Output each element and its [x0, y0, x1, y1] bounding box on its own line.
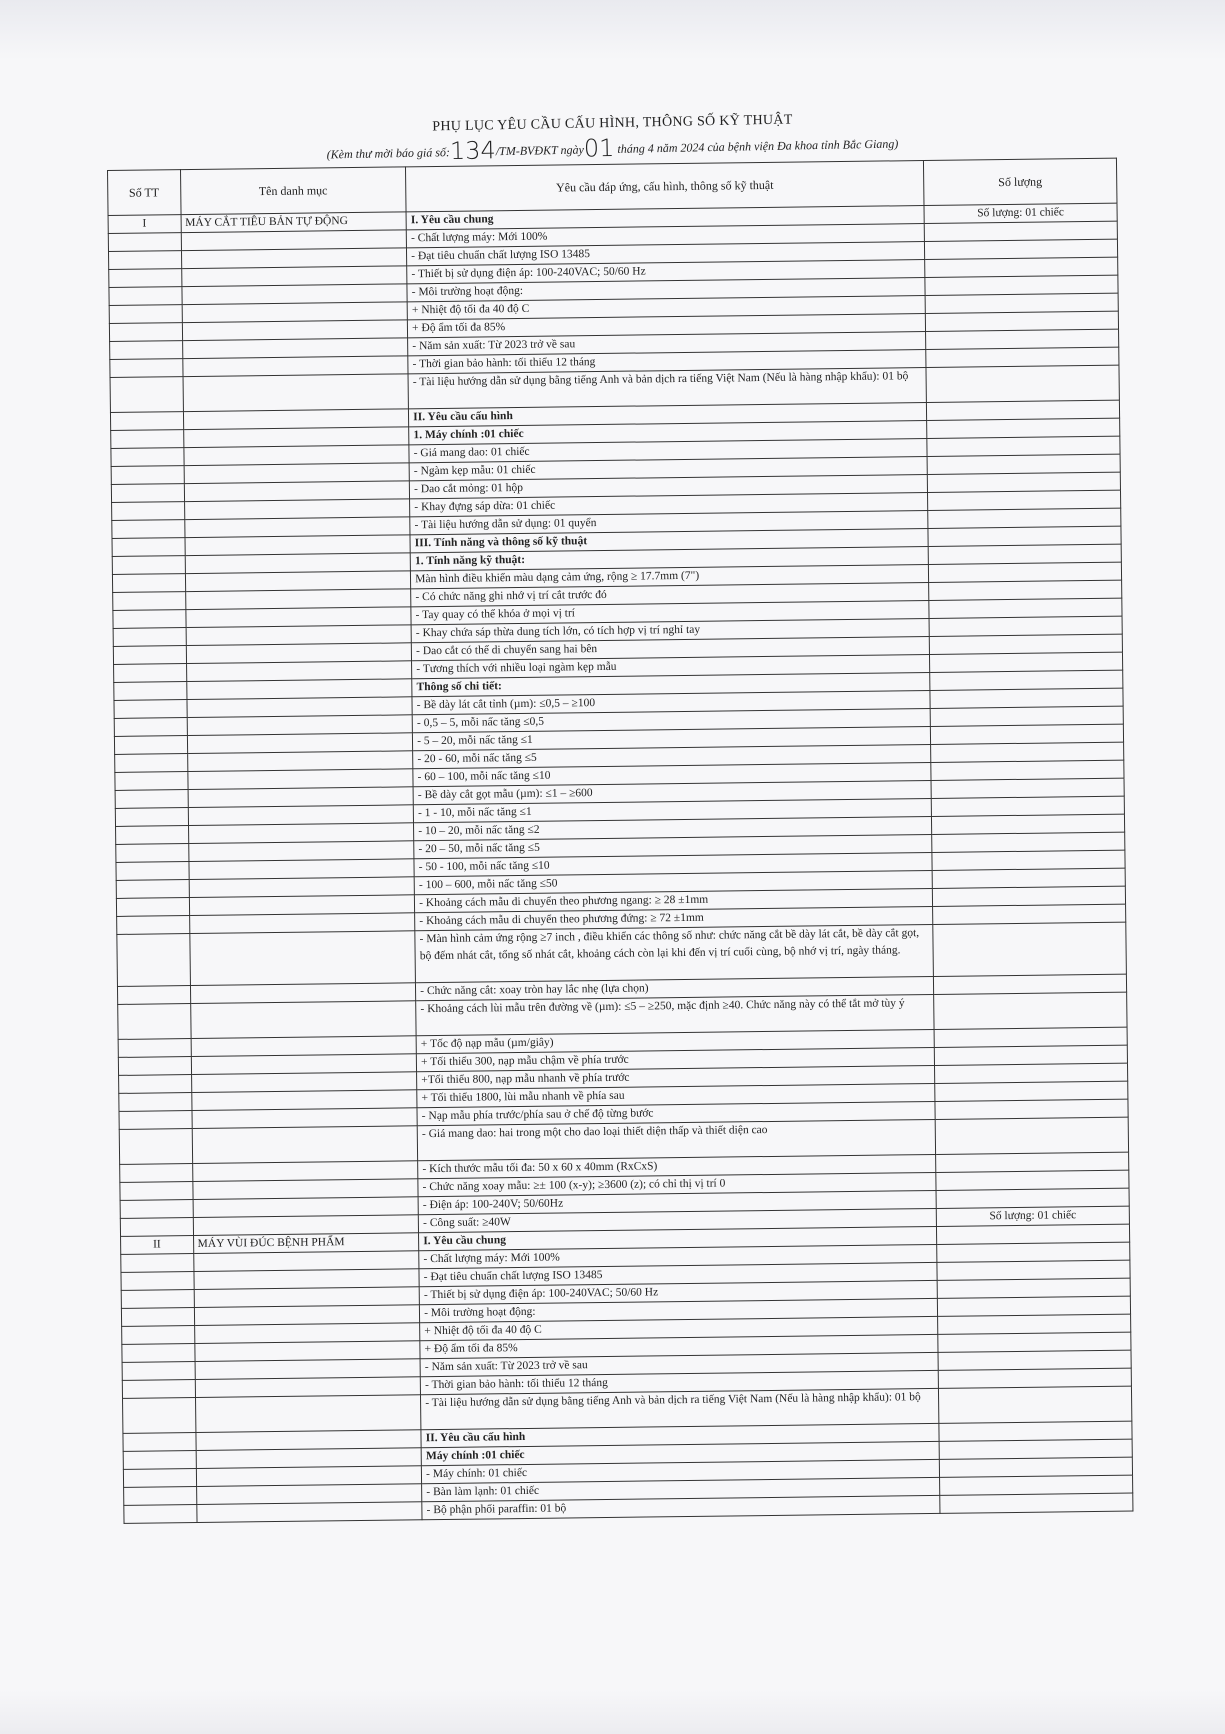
cell-qty	[925, 275, 1118, 295]
cell-no	[113, 592, 186, 611]
cell-req: - Công suất: ≥40W	[418, 1208, 936, 1232]
cell-qty	[932, 886, 1125, 906]
cell-qty	[939, 1457, 1132, 1477]
cell-no	[114, 664, 187, 683]
cell-req: - Năm sản xuất: Từ 2023 trở về sau	[420, 1352, 938, 1376]
cell-req: - 20 – 50, mỗi nấc tăng ≤5	[414, 834, 932, 858]
cell-qty	[931, 778, 1124, 798]
cell-qty	[930, 670, 1123, 690]
cell-qty	[927, 436, 1120, 456]
cell-no	[111, 430, 184, 449]
cell-qty	[926, 347, 1119, 367]
cell-no	[114, 700, 187, 719]
cell-req: - Chức năng xoay mẫu: ≥± 100 (x-y); ≥3600 (z); có chỉ thị vị trí 0	[418, 1172, 936, 1196]
cell-no	[114, 736, 187, 755]
subtitle-suffix: tháng 4 năm 2024 của bệnh viện Đa khoa tỉnh Bắc Giang)	[617, 136, 899, 156]
cell-req: II. Yêu cầu cấu hình	[409, 403, 927, 427]
cell-no	[115, 754, 188, 773]
cell-req: - Tay quay có thể khóa ở mọi vị trí	[411, 600, 929, 624]
cell-req: - Tài liệu hướng dẫn sử dụng bằng tiếng Anh và bản dịch ra tiếng Việt Nam (Nếu là hàng nhập khẩu): 01 bộ	[408, 368, 926, 409]
cell-req: - 60 – 100, mỗi nấc tăng ≤10	[413, 762, 931, 786]
cell-qty	[925, 311, 1118, 331]
cell-no	[116, 826, 189, 845]
cell-req: - Chất lượng máy: Mới 100%	[419, 1244, 937, 1268]
cell-no	[112, 538, 185, 557]
cell-no: I	[108, 215, 181, 234]
cell-qty	[938, 1314, 1131, 1334]
cell-req: - Tài liệu hướng dẫn sử dụng bằng tiếng Anh và bản dịch ra tiếng Việt Nam (Nếu là hàng nhập khẩu): 01 bộ	[421, 1388, 939, 1429]
cell-no	[109, 323, 182, 342]
cell-req: - Khay đựng sáp dừa: 01 chiếc	[410, 493, 928, 517]
cell-no	[109, 269, 182, 288]
cell-qty	[933, 922, 1127, 976]
cell-req: - Khoảng cách mẫu di chuyển theo phương ngang: ≥ 28 ±1mm	[415, 888, 933, 912]
cell-req: - Ngàm kẹp mẫu: 01 chiếc	[409, 457, 927, 481]
cell-req: - Chức năng cắt: xoay tròn hay lắc nhẹ (lựa chọn)	[416, 976, 934, 1000]
cell-req: 1. Tính năng kỹ thuật:	[410, 546, 928, 570]
cell-qty	[929, 616, 1122, 636]
cell-no	[110, 341, 183, 360]
cell-req: I. Yêu cầu chung	[406, 206, 924, 230]
cell-qty	[928, 526, 1121, 546]
cell-no	[118, 1057, 191, 1076]
cell-qty	[930, 688, 1123, 708]
cell-no	[120, 1182, 193, 1201]
cell-req: - 100 – 600, mỗi nấc tăng ≤50	[414, 870, 932, 894]
cell-no	[116, 898, 189, 917]
cell-qty	[935, 1099, 1128, 1119]
cell-req: + Nhiệt độ tối đa 40 độ C	[420, 1316, 938, 1340]
cell-no	[110, 412, 183, 431]
cell-qty	[927, 472, 1120, 492]
cell-qty	[930, 706, 1123, 726]
cell-req: Thông số chi tiết:	[412, 672, 930, 696]
cell-qty	[938, 1332, 1131, 1352]
cell-req: - Môi trường hoạt động:	[407, 278, 925, 302]
cell-no	[111, 466, 184, 485]
cell-no	[118, 1004, 191, 1040]
cell-no	[122, 1326, 195, 1345]
cell-qty	[939, 1421, 1132, 1441]
cell-req: - Dao cắt có thể di chuyển sang hai bên	[411, 636, 929, 660]
cell-qty	[939, 1475, 1132, 1495]
cell-req: Máy chính :01 chiếc	[421, 1441, 939, 1465]
cell-qty	[933, 974, 1126, 994]
cell-req: - Bàn làm lạnh: 01 chiếc	[422, 1477, 940, 1501]
cell-req: - Thiết bị sử dụng điện áp: 100-240VAC; 50/60 Hz	[407, 260, 925, 284]
cell-qty: Số lượng: 01 chiếc	[924, 203, 1117, 223]
cell-no	[117, 934, 190, 987]
cell-no	[115, 808, 188, 827]
cell-req: II. Yêu cầu cấu hình	[421, 1423, 939, 1447]
cell-qty	[926, 365, 1119, 402]
cell-qty	[932, 832, 1125, 852]
cell-qty	[924, 221, 1117, 241]
cell-req: - Đạt tiêu chuẩn chất lượng ISO 13485	[407, 242, 925, 266]
cell-no	[117, 986, 190, 1005]
cell-qty	[932, 850, 1125, 870]
cell-no	[114, 718, 187, 737]
cell-no	[112, 574, 185, 593]
cell-no	[113, 646, 186, 665]
cell-qty	[939, 1439, 1132, 1459]
cell-qty	[925, 293, 1118, 313]
cell-qty	[933, 904, 1126, 924]
cell-no	[119, 1075, 192, 1094]
cell-no	[116, 862, 189, 881]
cell-no	[111, 448, 184, 467]
col-header-no: Số TT	[108, 170, 181, 216]
cell-qty	[938, 1368, 1131, 1388]
cell-no	[109, 287, 182, 306]
cell-name: MÁY CẮT TIÊU BẢN TỰ ĐỘNG	[181, 212, 407, 233]
cell-qty	[927, 418, 1120, 438]
cell-req: - Điện áp: 100-240V; 50/60Hz	[418, 1190, 936, 1214]
cell-name	[190, 1001, 416, 1039]
cell-qty	[928, 508, 1121, 528]
cell-req: - Môi trường hoạt động:	[420, 1298, 938, 1322]
cell-qty	[934, 1045, 1127, 1065]
cell-name	[189, 931, 415, 986]
cell-qty	[938, 1386, 1131, 1423]
cell-req: - Khoảng cách mẫu di chuyển theo phương đứng: ≥ 72 ±1mm	[415, 906, 933, 930]
cell-req: - Giá mang dao: 01 chiếc	[409, 439, 927, 463]
cell-name	[195, 1395, 421, 1433]
cell-qty	[934, 1063, 1127, 1083]
cell-no	[120, 1218, 193, 1237]
cell-req: - Tương thích với nhiều loại ngàm kẹp mẫu	[412, 654, 930, 678]
cell-no	[123, 1469, 196, 1488]
cell-qty	[929, 580, 1122, 600]
cell-qty	[931, 796, 1124, 816]
cell-req: - Thời gian bảo hành: tối thiểu 12 tháng	[420, 1370, 938, 1394]
cell-req: - Dao cắt mỏng: 01 hộp	[410, 475, 928, 499]
cell-no	[116, 844, 189, 863]
cell-req: - Bề dày cắt gọt mẫu (µm): ≤1 – ≥600	[413, 780, 931, 804]
cell-req: + Tốc độ nạp mẫu (µm/giây)	[416, 1029, 934, 1053]
cell-no	[122, 1362, 195, 1381]
cell-no	[112, 502, 185, 521]
cell-qty	[936, 1152, 1129, 1172]
cell-qty	[936, 1170, 1129, 1190]
cell-qty	[940, 1493, 1133, 1513]
cell-no	[112, 520, 185, 539]
cell-no	[116, 880, 189, 899]
cell-qty	[937, 1278, 1130, 1298]
cell-no	[111, 484, 184, 503]
cell-req: - Khay chứa sáp thừa dung tích lớn, có tích hợp vị trí nghỉ tay	[411, 618, 929, 642]
cell-req: - Máy chính: 01 chiếc	[422, 1459, 940, 1483]
cell-req: - Năm sản xuất: Từ 2023 trở về sau	[408, 332, 926, 356]
cell-no	[115, 772, 188, 791]
cell-name: MÁY VÙI ĐÚC BỆNH PHẨM	[193, 1233, 419, 1254]
cell-no	[123, 1433, 196, 1452]
cell-req: + Nhiệt độ tối đa 40 độ C	[407, 296, 925, 320]
cell-no	[110, 359, 183, 378]
cell-req: - Bề dày lát cắt tỉnh (µm): ≤0,5 – ≥100	[412, 690, 930, 714]
cell-req: 1. Máy chính :01 chiếc	[409, 421, 927, 445]
cell-req: - 0,5 – 5, mỗi nấc tăng ≤0,5	[412, 708, 930, 732]
cell-no	[110, 377, 183, 413]
cell-qty	[935, 1117, 1128, 1154]
cell-req: III. Tính năng và thông số kỹ thuật	[410, 528, 928, 552]
cell-req: - 20 - 60, mỗi nấc tăng ≤5	[413, 744, 931, 768]
cell-req: - 50 - 100, mỗi nấc tăng ≤10	[414, 852, 932, 876]
cell-req: I. Yêu cầu chung	[419, 1226, 937, 1250]
spec-table	[107, 158, 1133, 1524]
cell-no	[108, 251, 181, 270]
table-body	[108, 203, 1133, 1523]
cell-qty	[935, 1081, 1128, 1101]
cell-qty	[936, 1224, 1129, 1244]
cell-name	[192, 1126, 418, 1164]
col-header-name: Tên danh mục	[180, 167, 406, 215]
cell-qty	[925, 257, 1118, 277]
cell-name	[183, 374, 409, 412]
cell-req: - 10 – 20, mỗi nấc tăng ≤2	[414, 816, 932, 840]
handwritten-doc-number: 134	[449, 136, 497, 166]
cell-req: Màn hình điều khiển màu dạng cảm ứng, rộng ≥ 17.7mm (7")	[411, 564, 929, 588]
cell-req: - 5 – 20, mỗi nấc tăng ≤1	[413, 726, 931, 750]
cell-qty	[925, 329, 1118, 349]
cell-no	[112, 556, 185, 575]
cell-req: - Có chức năng ghi nhớ vị trí cắt trước đó	[411, 582, 929, 606]
cell-qty	[934, 992, 1127, 1029]
cell-no	[117, 916, 190, 935]
cell-qty	[930, 724, 1123, 744]
subtitle-prefix: (Kèm thư mời báo giá số:	[326, 145, 451, 162]
cell-qty	[929, 598, 1122, 618]
cell-qty	[927, 490, 1120, 510]
cell-req: + Tối thiểu 300, nạp mẫu chậm về phía trước	[417, 1047, 935, 1071]
cell-no	[109, 305, 182, 324]
cell-no	[119, 1111, 192, 1130]
cell-no	[121, 1308, 194, 1327]
cell-no	[121, 1290, 194, 1309]
cell-req: - Kích thước mẫu tối đa: 50 x 60 x 40mm (RxCxS)	[418, 1154, 936, 1178]
cell-qty	[937, 1296, 1130, 1316]
col-header-req: Yêu cầu đáp ứng, cấu hình, thông số kỹ thuật	[406, 161, 924, 212]
cell-req: - Giá mang dao: hai trong một cho dao loại thiết diện thấp và thiết diện cao	[417, 1119, 935, 1160]
cell-qty	[929, 652, 1122, 672]
cell-no	[114, 682, 187, 701]
cell-qty	[937, 1260, 1130, 1280]
cell-no	[120, 1164, 193, 1183]
col-header-qty: Số lượng	[923, 158, 1117, 205]
handwritten-day: 01	[583, 133, 615, 163]
cell-req: - Thời gian bảo hành: tối thiểu 12 tháng	[408, 350, 926, 374]
cell-no	[113, 610, 186, 629]
cell-req: + Độ ẩm tối đa 85%	[420, 1334, 938, 1358]
document-title: PHỤ LỤC YÊU CẦU CẤU HÌNH, THÔNG SỐ KỸ THUẬT	[432, 112, 793, 135]
cell-req: - Thiết bị sử dụng điện áp: 100-240VAC; 50/60 Hz	[419, 1280, 937, 1304]
cell-req: - Bộ phận phối paraffin: 01 bộ	[422, 1495, 940, 1519]
cell-no: II	[121, 1236, 194, 1255]
cell-qty	[938, 1350, 1131, 1370]
cell-qty: Số lượng: 01 chiếc	[936, 1206, 1129, 1226]
cell-req: + Tối thiểu 1800, lùi mẫu nhanh về phía sau	[417, 1083, 935, 1107]
cell-no	[119, 1129, 192, 1165]
cell-no	[108, 233, 181, 252]
cell-qty	[924, 239, 1117, 259]
subtitle-middle: /TM-BVĐKT ngày	[495, 142, 585, 159]
cell-qty	[931, 742, 1124, 762]
cell-qty	[931, 760, 1124, 780]
cell-name	[196, 1502, 422, 1523]
cell-qty	[937, 1242, 1130, 1262]
cell-no	[115, 790, 188, 809]
cell-req: - Chất lượng máy: Mới 100%	[406, 224, 924, 248]
cell-req: - Nạp mẫu phía trước/phía sau ở chế độ từng bước	[417, 1101, 935, 1125]
cell-qty	[928, 562, 1121, 582]
cell-qty	[926, 400, 1119, 420]
cell-no	[124, 1487, 197, 1506]
cell-no	[121, 1272, 194, 1291]
cell-req: + Độ ẩm tối đa 85%	[408, 314, 926, 338]
cell-req: +Tối thiểu 800, nạp mẫu nhanh về phía trước	[417, 1065, 935, 1089]
cell-qty	[934, 1027, 1127, 1047]
cell-no	[113, 628, 186, 647]
cell-no	[120, 1200, 193, 1219]
cell-no	[119, 1093, 192, 1112]
cell-no	[122, 1344, 195, 1363]
cell-no	[123, 1451, 196, 1470]
cell-qty	[929, 634, 1122, 654]
cell-no	[118, 1039, 191, 1058]
cell-qty	[927, 454, 1120, 474]
cell-req: - Tài liệu hướng dẫn sử dụng: 01 quyển	[410, 510, 928, 534]
cell-qty	[931, 814, 1124, 834]
cell-req: - 1 - 10, mỗi nấc tăng ≤1	[413, 798, 931, 822]
cell-no	[122, 1380, 195, 1399]
cell-no	[121, 1254, 194, 1273]
cell-no	[124, 1505, 197, 1524]
cell-req: - Đạt tiêu chuẩn chất lượng ISO 13485	[419, 1262, 937, 1286]
cell-req: - Màn hình cảm ứng rộng ≥7 inch , điều khiển các thông số như: chức năng cắt bề dày lát cắt, bề dày cắt gọt, bộ đếm nhát cắt, tổng số nhát cắt, khoảng cách còn lại khi đến vị trí cuối cùng, bộ nhớ vị trí, ngày tháng.	[415, 924, 933, 982]
cell-qty	[936, 1188, 1129, 1208]
cell-qty	[928, 544, 1121, 564]
cell-no	[123, 1398, 196, 1434]
cell-req: - Khoảng cách lùi mẫu trên đường về (µm): ≤5 – ≥250, mặc định ≥40. Chức năng này có thể tắt mở tùy ý	[416, 994, 934, 1035]
cell-qty	[932, 868, 1125, 888]
